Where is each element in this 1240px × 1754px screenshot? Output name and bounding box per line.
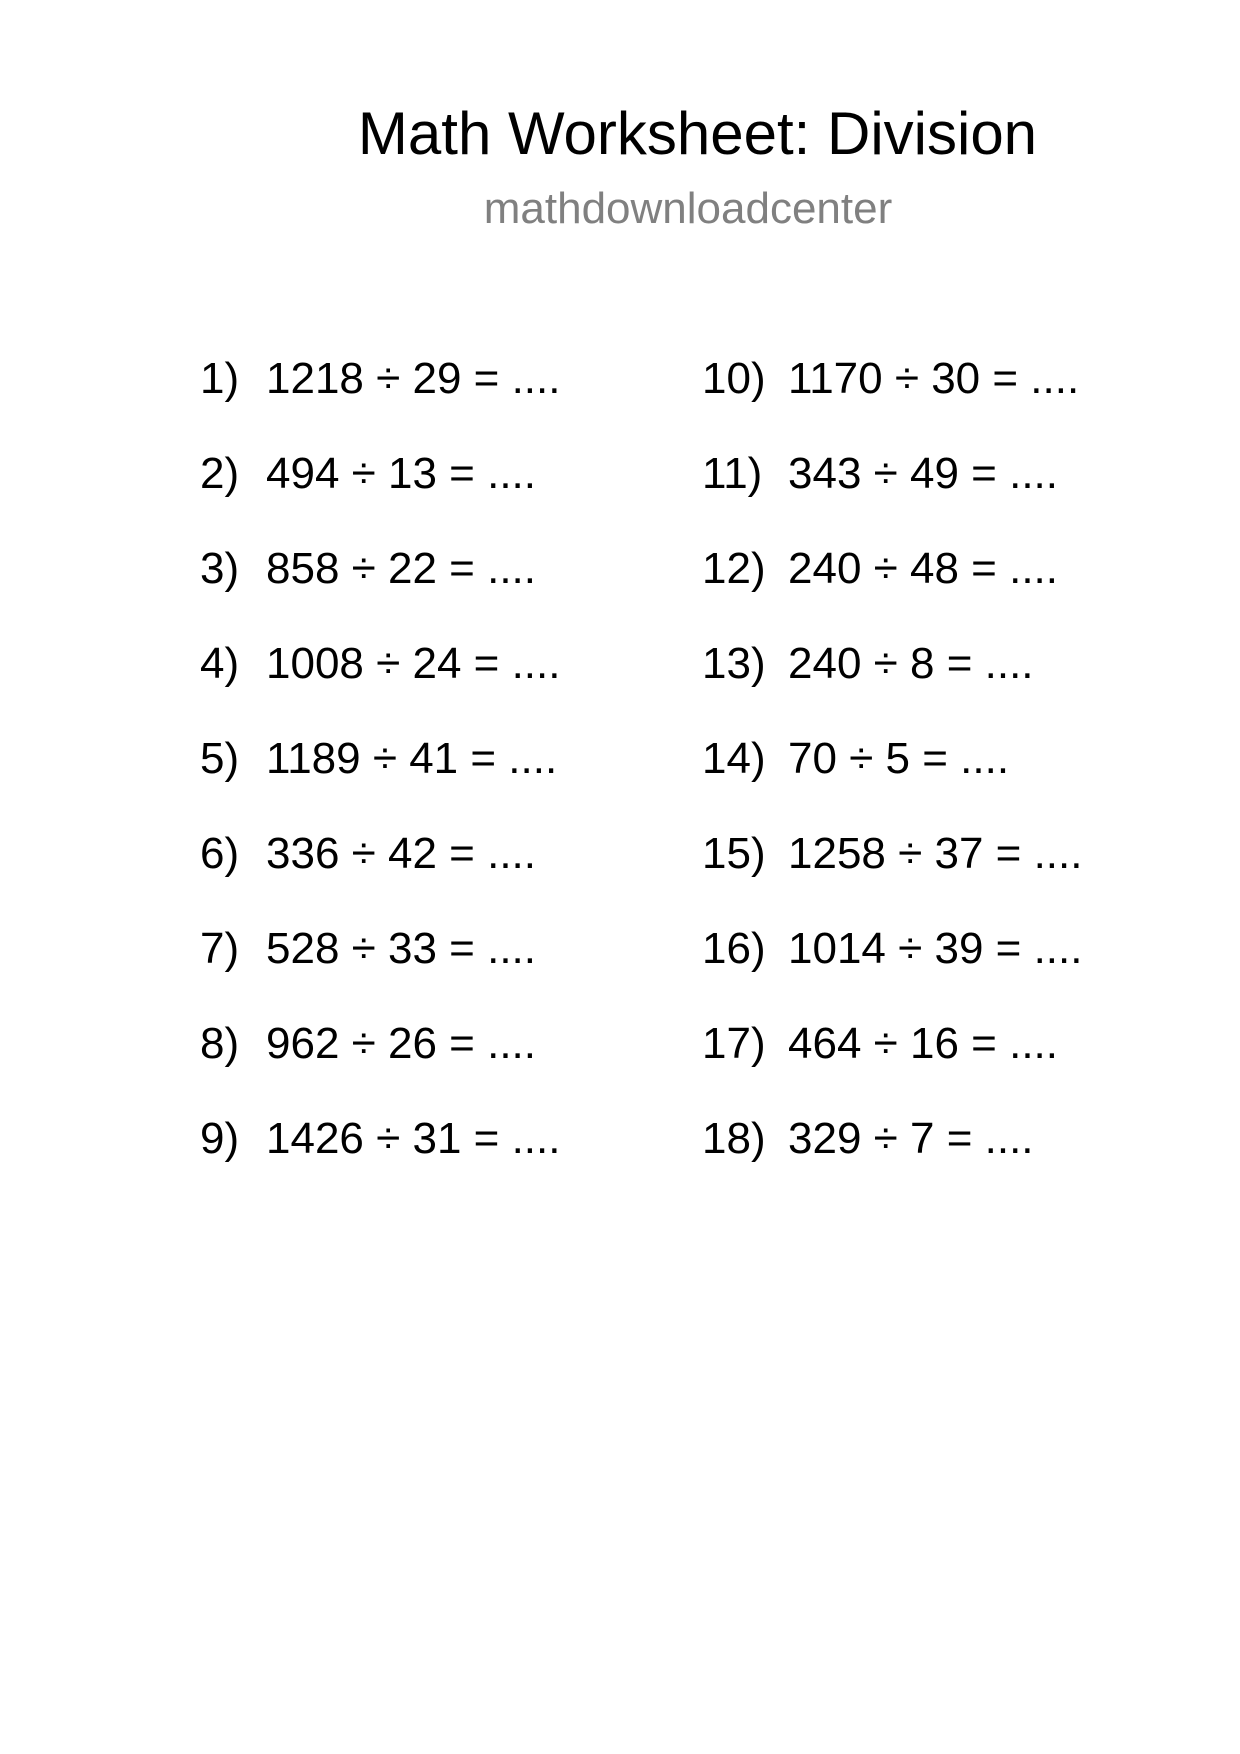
problem-number: 8) [200, 1019, 240, 1068]
problem-expression: 528 ÷ 33 = .... [266, 924, 536, 973]
problem-number: 15) [702, 829, 766, 878]
problem-number: 7) [200, 924, 240, 973]
problem-1 [200, 353, 560, 448]
problem-expression: 494 ÷ 13 = .... [266, 449, 536, 498]
problem-10 [702, 353, 1082, 448]
problem-number: 17) [702, 1019, 766, 1068]
problem-expression: 1258 ÷ 37 = .... [788, 829, 1083, 878]
problem-number: 6) [200, 829, 240, 878]
problem-12 [702, 543, 1082, 638]
problem-expression: 1008 ÷ 24 = .... [266, 639, 561, 688]
problem-number: 3) [200, 544, 240, 593]
problem-14 [702, 733, 1082, 828]
problem-expression: 329 ÷ 7 = .... [788, 1114, 1034, 1163]
problem-expression: 240 ÷ 8 = .... [788, 639, 1034, 688]
problem-number: 18) [702, 1114, 766, 1163]
problems-right-column [702, 353, 1082, 1208]
problem-15 [702, 828, 1082, 923]
problem-5 [200, 733, 560, 828]
problem-expression: 343 ÷ 49 = .... [788, 449, 1058, 498]
problems-left-column [200, 353, 560, 1208]
problem-expression: 962 ÷ 26 = .... [266, 1019, 536, 1068]
problem-number: 2) [200, 449, 240, 498]
problem-number: 10) [702, 354, 766, 403]
problem-11 [702, 448, 1082, 543]
problem-13 [702, 638, 1082, 733]
problem-4 [200, 638, 560, 733]
problem-expression: 1189 ÷ 41 = .... [266, 734, 558, 783]
problem-number: 9) [200, 1114, 240, 1163]
problem-6 [200, 828, 560, 923]
problem-expression: 70 ÷ 5 = .... [788, 734, 1010, 783]
problem-7 [200, 923, 560, 1018]
problem-9 [200, 1113, 560, 1208]
problem-number: 12) [702, 544, 766, 593]
problem-3 [200, 543, 560, 638]
problem-number: 5) [200, 734, 240, 783]
problem-number: 13) [702, 639, 766, 688]
problem-8 [200, 1018, 560, 1113]
problem-18 [702, 1113, 1082, 1208]
problem-expression: 336 ÷ 42 = .... [266, 829, 536, 878]
problem-expression: 1426 ÷ 31 = .... [266, 1114, 561, 1163]
problem-number: 14) [702, 734, 766, 783]
problem-expression: 858 ÷ 22 = .... [266, 544, 536, 593]
problem-number: 16) [702, 924, 766, 973]
problem-number: 4) [200, 639, 240, 688]
problem-expression: 1014 ÷ 39 = .... [788, 924, 1083, 973]
problem-expression: 1170 ÷ 30 = .... [788, 354, 1080, 403]
problem-number: 11) [702, 449, 763, 498]
problem-expression: 240 ÷ 48 = .... [788, 544, 1058, 593]
problem-expression: 1218 ÷ 29 = .... [266, 354, 561, 403]
problem-expression: 464 ÷ 16 = .... [788, 1019, 1058, 1068]
worksheet-title: Math Worksheet: Division [357, 100, 1038, 167]
problem-17 [702, 1018, 1082, 1113]
problem-16 [702, 923, 1082, 1018]
problem-2 [200, 448, 560, 543]
problem-number: 1) [200, 354, 240, 403]
worksheet-subtitle: mathdownloadcenter [483, 184, 893, 233]
